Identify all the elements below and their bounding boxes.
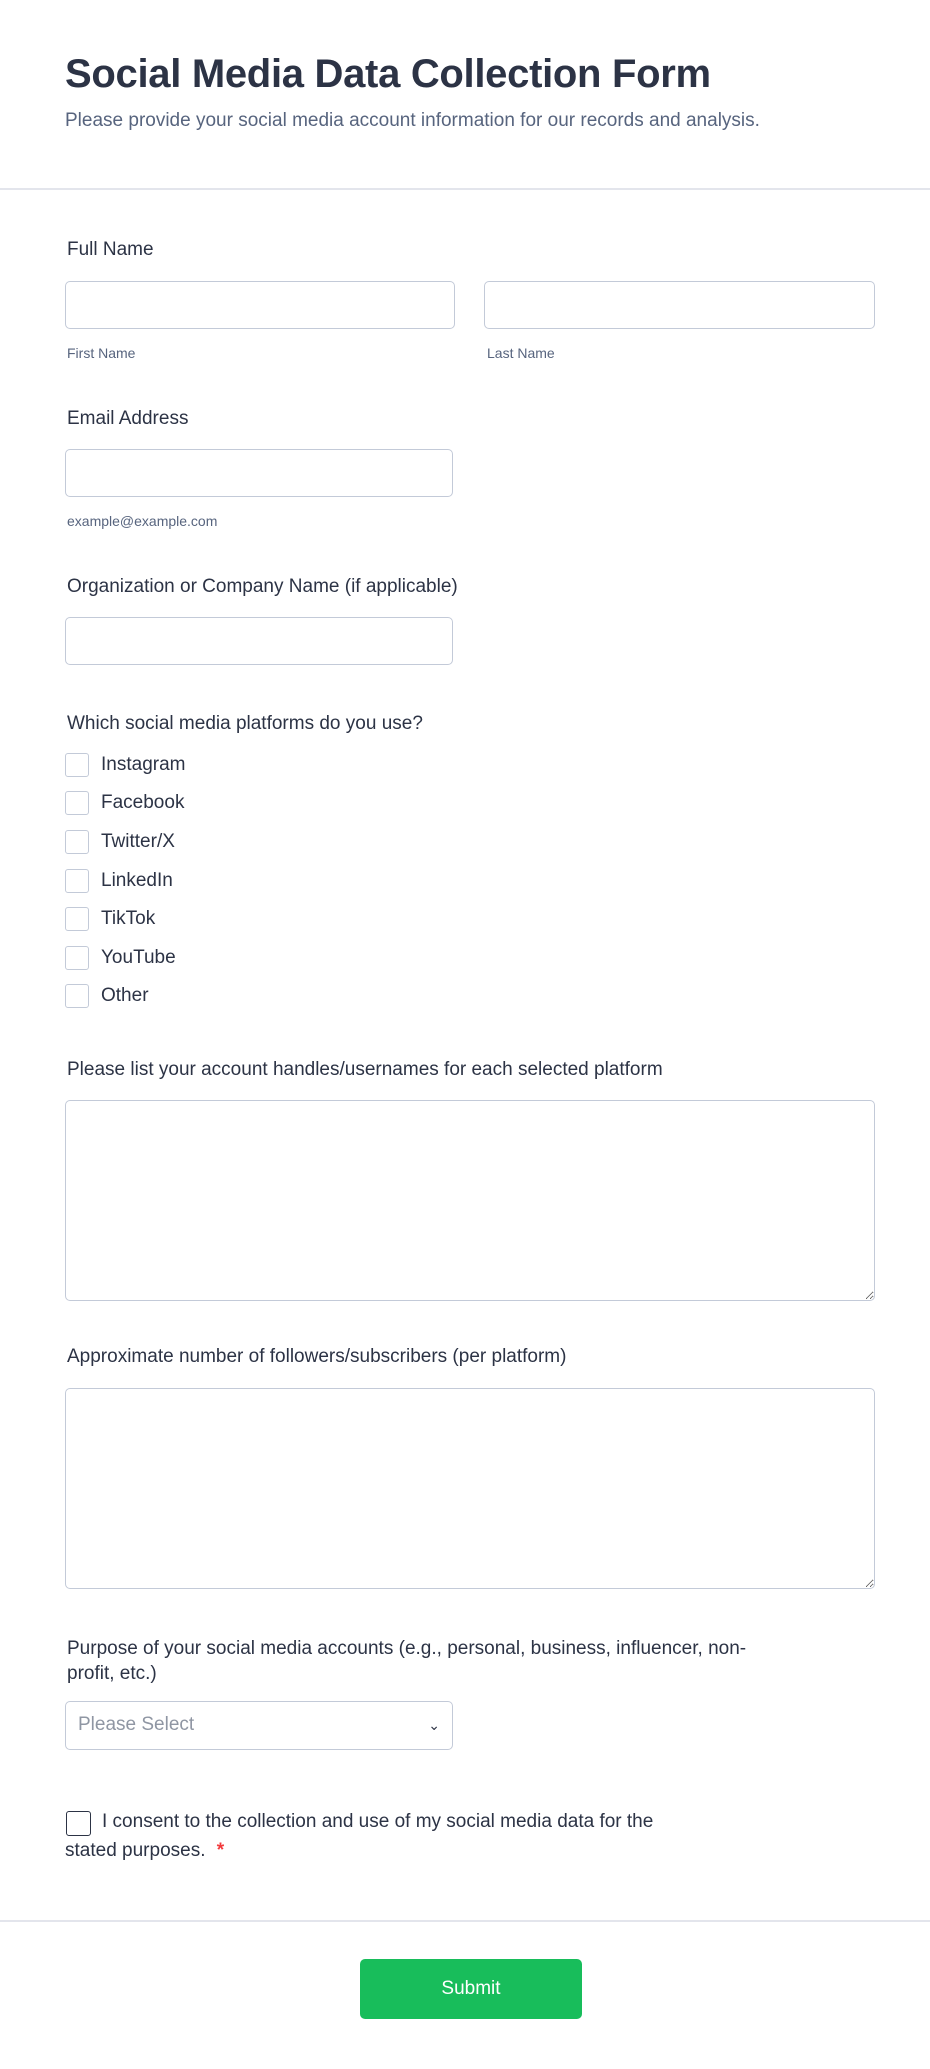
chevron-down-icon: ⌄	[428, 1717, 440, 1733]
organization-input[interactable]	[65, 617, 453, 665]
followers-textarea[interactable]	[65, 1388, 875, 1589]
checkbox-facebook[interactable]	[65, 791, 89, 815]
checkbox-label-other[interactable]: Other	[101, 985, 149, 1006]
checkbox-label-instagram[interactable]: Instagram	[101, 754, 186, 775]
checkbox-youtube[interactable]	[65, 946, 89, 970]
checkbox-linkedin[interactable]	[65, 869, 89, 893]
purpose-label-line1: Purpose of your social media accounts (e.g., personal, business, influencer, non-	[67, 1638, 747, 1659]
email-sublabel: example@example.com	[67, 513, 218, 529]
checkbox-other[interactable]	[65, 984, 89, 1008]
email-label: Email Address	[67, 408, 189, 429]
handles-label: Please list your account handles/usernames for each selected platform	[67, 1059, 663, 1080]
first-name-sublabel: First Name	[67, 345, 136, 361]
purpose-select[interactable]	[65, 1701, 453, 1750]
last-name-sublabel: Last Name	[487, 345, 555, 361]
full-name-label: Full Name	[67, 239, 154, 260]
checkbox-label-tiktok[interactable]: TikTok	[101, 908, 156, 929]
checkbox-label-facebook[interactable]: Facebook	[101, 792, 185, 813]
email-input[interactable]	[65, 449, 453, 497]
handles-textarea[interactable]	[65, 1100, 875, 1301]
purpose-label-line2: profit, etc.)	[67, 1663, 157, 1684]
footer-divider	[0, 1920, 930, 1922]
platforms-label: Which social media platforms do you use?	[67, 713, 423, 734]
consent-text-line2[interactable]: stated purposes.	[65, 1840, 206, 1861]
required-asterisk: *	[216, 1840, 225, 1861]
last-name-input[interactable]	[484, 281, 875, 329]
checkbox-label-linkedin[interactable]: LinkedIn	[101, 870, 173, 891]
checkbox-tiktok[interactable]	[65, 907, 89, 931]
checkbox-instagram[interactable]	[65, 753, 89, 777]
header-divider	[0, 188, 930, 190]
followers-label: Approximate number of followers/subscribers (per platform)	[67, 1346, 567, 1367]
checkbox-twitter[interactable]	[65, 830, 89, 854]
checkbox-label-twitter[interactable]: Twitter/X	[101, 831, 175, 852]
consent-text-line1[interactable]: I consent to the collection and use of my social media data for the	[102, 1811, 654, 1832]
purpose-select-placeholder: Please Select	[78, 1714, 195, 1735]
first-name-input[interactable]	[65, 281, 455, 329]
organization-label: Organization or Company Name (if applicable)	[67, 576, 458, 597]
page-title: Social Media Data Collection Form	[65, 52, 711, 96]
checkbox-label-youtube[interactable]: YouTube	[101, 947, 176, 968]
consent-checkbox[interactable]	[66, 1811, 91, 1836]
submit-button[interactable]: Submit	[360, 1959, 582, 2019]
page-subtitle: Please provide your social media account information for our records and analysis.	[65, 110, 760, 131]
